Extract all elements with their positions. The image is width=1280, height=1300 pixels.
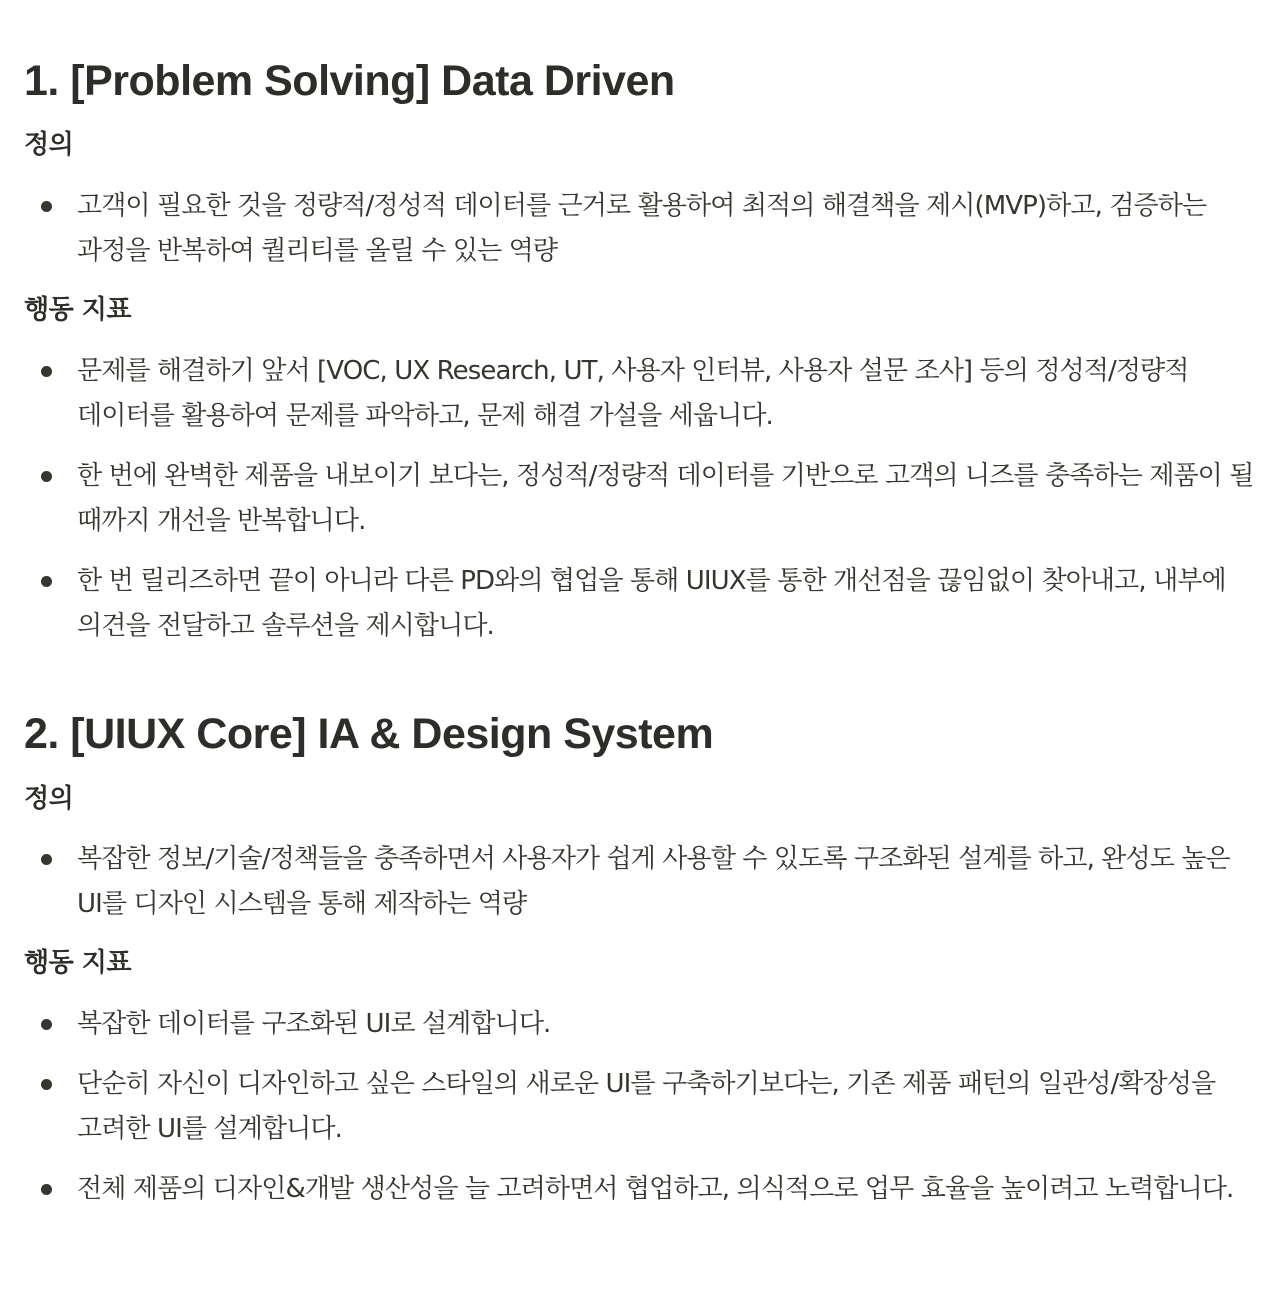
bullet-dot-icon (41, 366, 52, 377)
section-1-definition-heading: 정의 (24, 130, 74, 160)
section-2-indicator-heading: 행동 지표 (24, 948, 132, 978)
bullet-dot-icon (41, 854, 52, 865)
section-1-definition-text: 고객이 필요한 것을 정량적/정성적 데이터를 근거로 활용하여 최적의 해결책을 제시(MVP)하고, 검증하는 과정을 반복하여 퀄리티를 올릴 수 있는 역량 (77, 191, 1207, 266)
section-2-indicator-text-1: 복잡한 데이터를 구조화된 UI로 설계합니다. (77, 1009, 551, 1039)
bullet-dot-icon (41, 1184, 52, 1195)
section-2-definition-text: 복잡한 정보/기술/정책들을 충족하면서 사용자가 쉽게 사용할 수 있도록 구조화된 설계를 하고, 완성도 높은 UI를 디자인 시스템을 통해 제작하는 역량 (77, 844, 1230, 919)
section-1-indicator-text-3: 한 번 릴리즈하면 끝이 아니라 다른 PD와의 협업을 통해 UIUX를 통한 개선점을 끊임없이 찾아내고, 내부에 의견을 전달하고 솔루션을 제시합니다. (77, 566, 1226, 641)
section-1-title: 1. [Problem Solving] Data Driven (24, 57, 675, 105)
bullet-dot-icon (41, 1019, 52, 1030)
section-2-definition-heading: 정의 (24, 784, 74, 814)
bullet-dot-icon (41, 576, 52, 587)
section-1-indicator-text-1: 문제를 해결하기 앞서 [VOC, UX Research, UT, 사용자 인터뷰, 사용자 설문 조사] 등의 정성적/정량적 데이터를 활용하여 문제를 파악하고, 문제 해결 가설을 세웁니다. (77, 356, 1189, 431)
section-1-indicator-text-2: 한 번에 완벽한 제품을 내보이기 보다는, 정성적/정량적 데이터를 기반으로 고객의 니즈를 충족하는 제품이 될 때까지 개선을 반복합니다. (77, 461, 1254, 536)
bullet-dot-icon (41, 201, 52, 212)
section-2-indicator-text-3: 전체 제품의 디자인&개발 생산성을 늘 고려하면서 협업하고, 의식적으로 업무 효율을 높이려고 노력합니다. (77, 1174, 1234, 1204)
section-1-indicator-heading: 행동 지표 (24, 295, 132, 325)
section-2-indicator-text-2: 단순히 자신이 디자인하고 싶은 스타일의 새로운 UI를 구축하기보다는, 기존 제품 패턴의 일관성/확장성을 고려한 UI를 설계합니다. (77, 1069, 1216, 1144)
bullet-dot-icon (41, 471, 52, 482)
section-2-title: 2. [UIUX Core] IA & Design System (24, 710, 714, 758)
bullet-dot-icon (41, 1079, 52, 1090)
